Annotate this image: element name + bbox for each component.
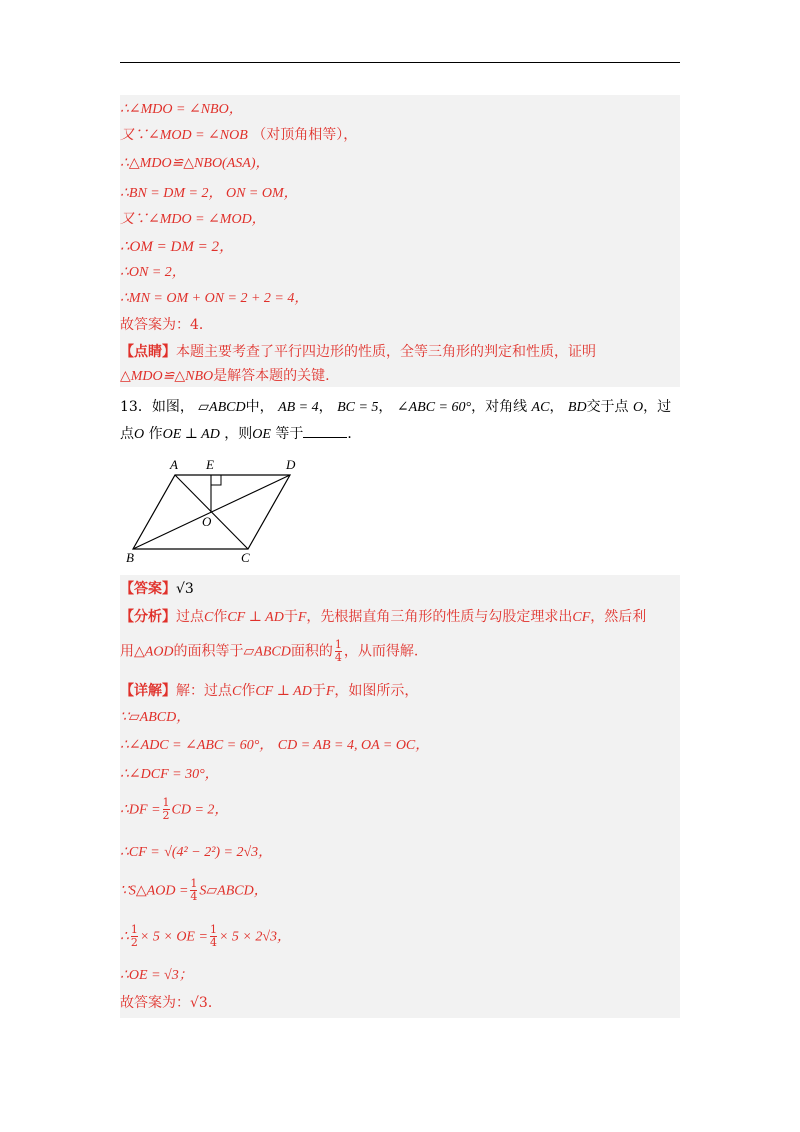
fraction-one-half: $\frac{1}{2}$	[162, 796, 170, 822]
solution-line-2: 又∵∠MOD = ∠NOB （对顶角相等），	[120, 127, 358, 143]
detail-step-8: ∴OE = √3；	[120, 968, 193, 983]
analysis-line-2: 用△AOD的面积等于▱ABCD面积的 $\frac{1}{4}$ ，从而得解.	[120, 638, 419, 664]
fraction-one-quarter: $\frac{1}{4}$	[334, 638, 342, 664]
right-angle-mark	[211, 475, 221, 485]
previous-solution-block	[120, 95, 680, 387]
detail-step-7: ∴ $\frac{1}{2}$ × 5 × OE = $\frac{1}{4}$ × 5 × 2√3，	[120, 923, 292, 949]
label-e: E	[206, 457, 214, 472]
answer-line: 【答案】√3	[120, 581, 194, 597]
question-line-2: 点O 作OE ⊥ AD ，则OE 等于 ．	[120, 426, 362, 442]
header-rule	[120, 62, 680, 63]
answer-blank	[303, 425, 347, 438]
comment-line-2: △MDO≌△NBO是解答本题的关键.	[120, 368, 330, 384]
fraction-one-half-eq: $\frac{1}{2}$	[130, 923, 138, 949]
label-a: A	[170, 457, 178, 472]
solution-line-1: ∴∠MDO = ∠NBO，	[120, 102, 243, 117]
solution-line-3: ∴△MDO≌△NBO(ASA)，	[120, 156, 270, 171]
solution-line-7: ∴ON = 2，	[120, 265, 186, 280]
detail-step-1: ∵▱ABCD，	[120, 710, 191, 725]
fraction-one-quarter-eq: $\frac{1}{4}$	[209, 923, 217, 949]
label-d: D	[286, 457, 296, 472]
label-b: B	[126, 550, 134, 565]
comment-line-1: 【点睛】本题主要考查了平行四边形的性质，全等三角形的判定和性质，证明	[120, 344, 596, 360]
parallelogram-figure	[120, 452, 320, 577]
detail-step-5: ∴CF = √(4² − 2²) = 2√3，	[120, 845, 273, 860]
label-c: C	[241, 550, 250, 565]
detail-step-3: ∴∠DCF = 30°，	[120, 767, 219, 782]
detail-line-1: 【详解】解：过点C作CF ⊥ AD于F，如图所示，	[120, 683, 419, 699]
answer-block	[120, 575, 680, 1018]
solution-line-8: ∴MN = OM + ON = 2 + 2 = 4，	[120, 291, 309, 306]
detail-step-4: ∴DF = $\frac{1}{2}$ CD = 2，	[120, 796, 229, 822]
fraction-one-quarter-area: $\frac{1}{4}$	[190, 877, 198, 903]
analysis-line-1: 【分析】过点C作CF ⊥ AD于F，先根据直角三角形的性质与勾股定理求出CF，然后利	[120, 609, 647, 625]
solution-answer-line: 故答案为：4．	[120, 317, 213, 333]
label-o: O	[202, 514, 212, 529]
solution-line-4: ∴BN = DM = 2， ON = OM，	[120, 186, 298, 201]
solution-line-6: ∴OM = DM = 2，	[120, 239, 234, 255]
final-answer-line: 故答案为：√3．	[120, 995, 222, 1011]
detail-step-6: ∵S△AOD = $\frac{1}{4}$ S▱ABCD，	[120, 877, 268, 903]
detail-step-2: ∴∠ADC = ∠ABC = 60°， CD = AB = 4, OA = OC，	[120, 738, 430, 753]
solution-line-5: 又∵∠MDO = ∠MOD，	[120, 212, 266, 227]
question-line-1: 13．如图， ▱ABCD中， AB = 4， BC = 5， ∠ABC = 60°，对角线 AC， BD交于点 O，过	[120, 399, 672, 415]
